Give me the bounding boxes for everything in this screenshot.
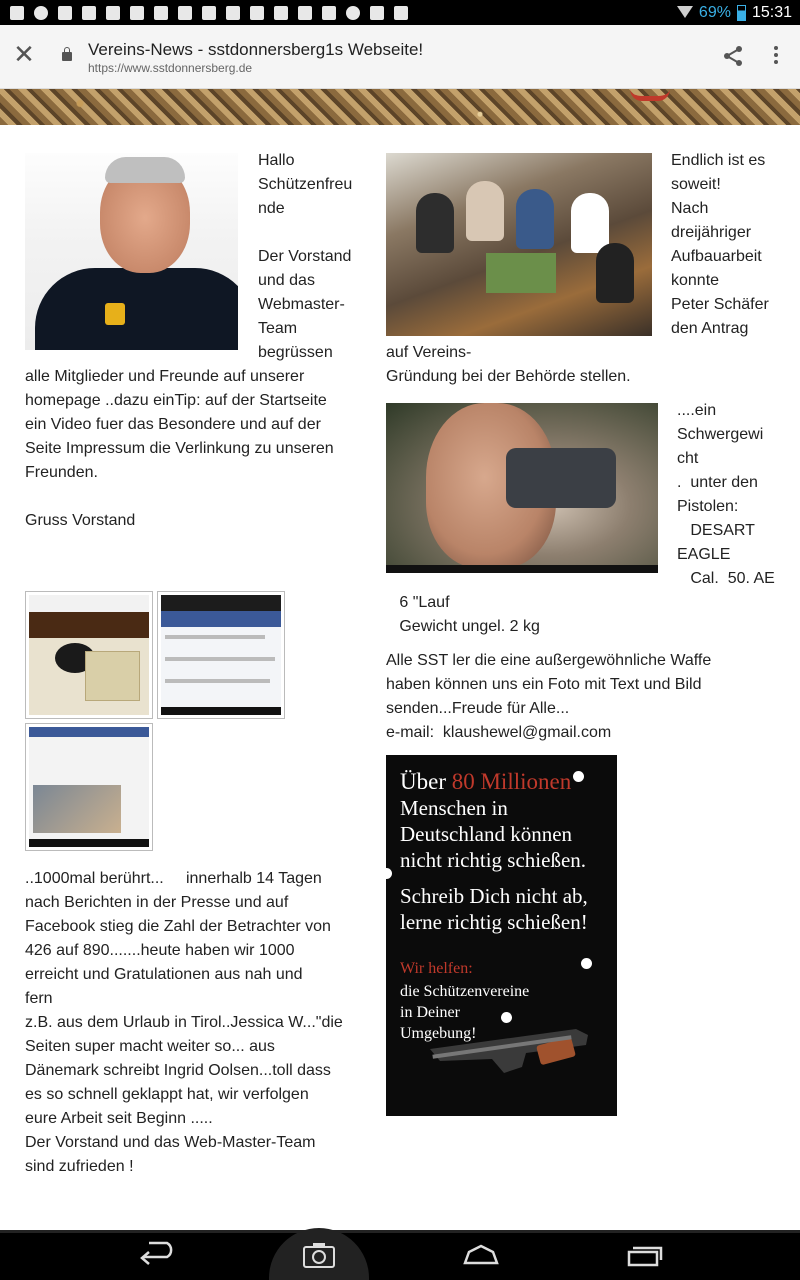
chairman-photo xyxy=(25,153,238,350)
poster-bullet-hole xyxy=(386,868,392,879)
poster-bullet-hole xyxy=(573,771,584,782)
play-store-icon xyxy=(370,6,384,20)
photos-icon xyxy=(274,6,288,20)
intro-text-continued: alle Mitglieder und Freunde auf unserer homepage ..dazu einTip: auf der Startseite ein Video fuer das Besondere und auf der Seite Impressum die Verlinkung zu unseren Freunden. Gruss Vorstand xyxy=(25,368,334,529)
play-store-icon xyxy=(394,6,408,20)
founding-meeting-photo xyxy=(386,153,652,336)
page-content xyxy=(0,125,800,1230)
wallet-icon xyxy=(58,6,72,20)
camera-icon xyxy=(322,6,336,20)
pistol-icon xyxy=(426,1015,606,1075)
lock-icon xyxy=(62,52,72,61)
shooting-club-poster xyxy=(386,755,617,1116)
call-to-action-text: Alle SST ler die eine außergewöhnliche Waffe haben können uns ein Foto mit Text und Bild senden...Freude für Alle... e-mail: klaushewel@gmail.com xyxy=(386,652,712,741)
shield-icon xyxy=(34,6,48,20)
share-icon[interactable] xyxy=(722,45,744,67)
image-icon xyxy=(250,6,264,20)
battery-percent: 69% xyxy=(698,3,731,21)
founding-text: Endlich ist es soweit! Nach dreijähriger Aufbauarbeit konnte Peter Schäfer den Antrag xyxy=(671,152,769,337)
weapon-text: ....ein Schwergewi cht . unter den Pistolen: DESART EAGLE Cal. 50. AE xyxy=(677,402,775,587)
battery-icon xyxy=(737,5,746,21)
wrench-icon xyxy=(82,6,96,20)
browser-toolbar xyxy=(0,25,800,89)
thumbnail-website-screenshot[interactable] xyxy=(25,591,153,719)
twitter-icon xyxy=(130,6,144,20)
thumbnail-facebook-notifications[interactable] xyxy=(157,591,285,719)
app-icon xyxy=(10,6,24,20)
page-url[interactable]: https://www.sstdonnersberg.de xyxy=(88,61,253,75)
more-options-icon[interactable] xyxy=(768,43,784,69)
club-emblem-icon xyxy=(105,303,125,325)
notification-icons xyxy=(0,6,408,20)
news-icon xyxy=(226,6,240,20)
recent-apps-icon[interactable] xyxy=(593,1230,693,1280)
poster-help-title: Wir helfen: xyxy=(400,960,473,977)
back-icon[interactable] xyxy=(107,1230,207,1280)
gmail-icon xyxy=(202,6,216,20)
home-icon[interactable] xyxy=(431,1230,531,1280)
download-icon xyxy=(178,6,192,20)
page-title: Vereins-News - sstdonnersberg1s Webseite! xyxy=(88,40,424,59)
desert-eagle-photo xyxy=(386,403,658,573)
founding-text-continued: auf Vereins- Gründung bei der Behörde stellen. xyxy=(386,344,631,385)
poster-help-body: die Schützenvereine in Deiner Umgebung! xyxy=(400,983,530,1042)
intro-text: Hallo Schützenfreu nde Der Vorstand und das Webmaster- Team begrüssen xyxy=(258,152,353,361)
wifi-icon xyxy=(677,6,693,20)
news-text: ..1000mal berührt... innerhalb 14 Tagen nach Berichten in der Presse und auf Facebook stieg die Zahl der Betrachter von 426 auf 890.......heute haben wir 1000 erreicht und Gratulationen aus nah und fern z.B. aus dem Urlaub in Tirol..Jessica W..."die Seiten super macht weiter so... aus Dänemark schreibt Ingrid Oolsen...toll dass es so schnell geklappt hat, wir verfolgen eure Arbeit seit Beginn ..... Der Vorstand und das Web-Master-Team sind zufrieden ! xyxy=(25,870,343,1175)
status-right xyxy=(677,4,800,22)
camera-icon[interactable] xyxy=(269,1230,369,1280)
system-navigation-bar xyxy=(0,1230,800,1280)
status-bar xyxy=(0,0,800,25)
close-icon[interactable]: ✕ xyxy=(13,40,35,70)
site-banner xyxy=(0,89,800,125)
thumbnail-computer-session[interactable] xyxy=(25,723,153,851)
person-icon xyxy=(106,6,120,20)
whatsapp-icon xyxy=(346,6,360,20)
mail-icon xyxy=(154,6,168,20)
font-icon xyxy=(298,6,312,20)
poster-body: Menschen in Deutschland können nicht richtig schießen. xyxy=(400,796,587,872)
poster-bullet-hole xyxy=(581,958,592,969)
banner-logo-fragment xyxy=(630,89,670,101)
poster-slogan: Schreib Dich nicht ab, lerne richtig schießen! xyxy=(400,884,588,934)
poster-headline: Über 80 Millionen xyxy=(400,769,572,794)
clock: 15:31 xyxy=(751,3,792,21)
weapon-text-continued: 6 "Lauf Gewicht ungel. 2 kg xyxy=(399,594,540,635)
